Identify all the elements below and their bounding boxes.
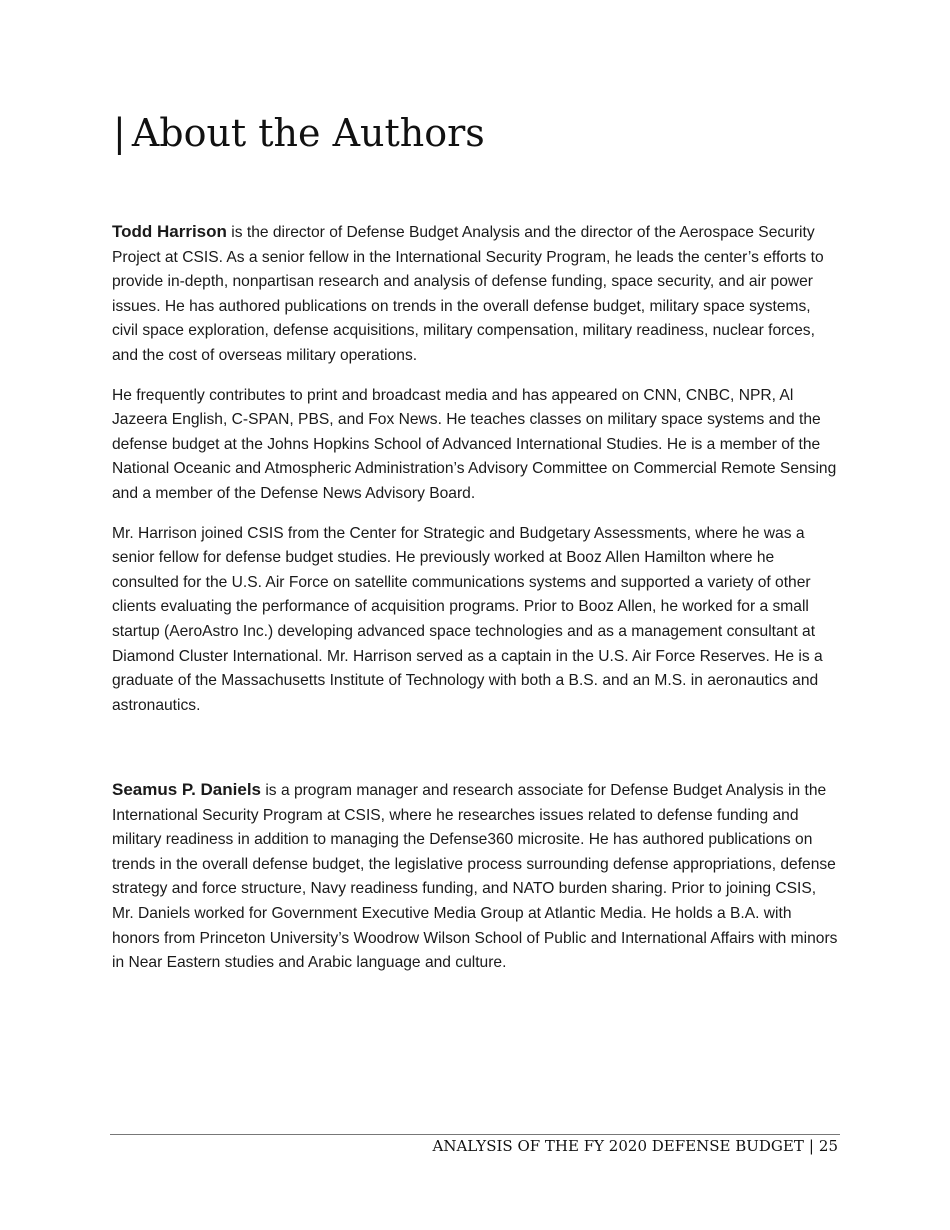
author-name: Seamus P. Daniels	[112, 780, 261, 799]
bio-paragraph: Mr. Harrison joined CSIS from the Center for Strategic and Budgetary Assessments, where he was a senior fellow for defense budget studies. He previously worked at Booz Allen Hamilton where he consulted for the U.S. Air Force on satellite communications systems and supported a variety of other clients evaluating the performance of acquisition programs. Prior to Booz Allen, he worked for a small startup (AeroAstro Inc.) developing advanced space technologies and as a management consultant at Diamond Cluster International. Mr. Harrison served as a captain in the U.S. Air Force Reserves. He is a graduate of the Massachusetts Institute of Technology with both a B.S. and an M.S. in aeronautics and astronautics.	[112, 524, 823, 714]
page-title	[113, 108, 485, 158]
author-name: Todd Harrison	[112, 222, 227, 241]
report-title: ANALYSIS OF THE FY 2020 DEFENSE BUDGET	[432, 1137, 804, 1155]
page-number: 25	[818, 1137, 838, 1155]
bio-paragraph	[112, 778, 840, 976]
bio-paragraph	[112, 220, 840, 369]
bio-text: is a program manager and research associate for Defense Budget Analysis in the International Security Program at CSIS, where he researches issues related to defense funding and military readiness in addition to managing the Defense360 microsite. He has authored publications on trends in the overall defense budget, the legislative process surrounding defense appropriations, defense strategy and force structure, Navy readiness funding, and NATO burden sharing. Prior to joining CSIS, Mr. Daniels worked for Government Executive Media Group at Atlantic Media. He holds a B.A. with honors from Princeton University’s Woodrow Wilson School of Public and International Affairs with minors in Near Eastern studies and Arabic language and culture.	[112, 782, 838, 972]
page-title-text: About the Authors	[131, 111, 485, 155]
footer-separator: |	[808, 1137, 814, 1155]
author-bio-todd-harrison	[112, 220, 840, 718]
page-footer	[433, 1135, 838, 1157]
title-separator: |	[113, 111, 126, 155]
author-bio-seamus-daniels	[112, 778, 840, 976]
bio-text: is the director of Defense Budget Analysis and the director of the Aerospace Security Project at CSIS. As a senior fellow in the International Security Program, he leads the center’s efforts to provide in-depth, nonpartisan research and analysis of defense funding, space security, and air power issues. He has authored publications on trends in the overall defense budget, military space systems, civil space exploration, defense acquisitions, military compensation, military readiness, nuclear forces, and the cost of overseas military operations.	[112, 224, 824, 364]
bio-paragraph: He frequently contributes to print and broadcast media and has appeared on CNN, CNBC, NPR, Al Jazeera English, C-SPAN, PBS, and Fox News. He teaches classes on military space systems and the defense budget at the Johns Hopkins School of Advanced International Studies. He is a member of the National Oceanic and Atmospheric Administration’s Advisory Committee on Commercial Remote Sensing and a member of the Defense News Advisory Board.	[112, 386, 837, 502]
